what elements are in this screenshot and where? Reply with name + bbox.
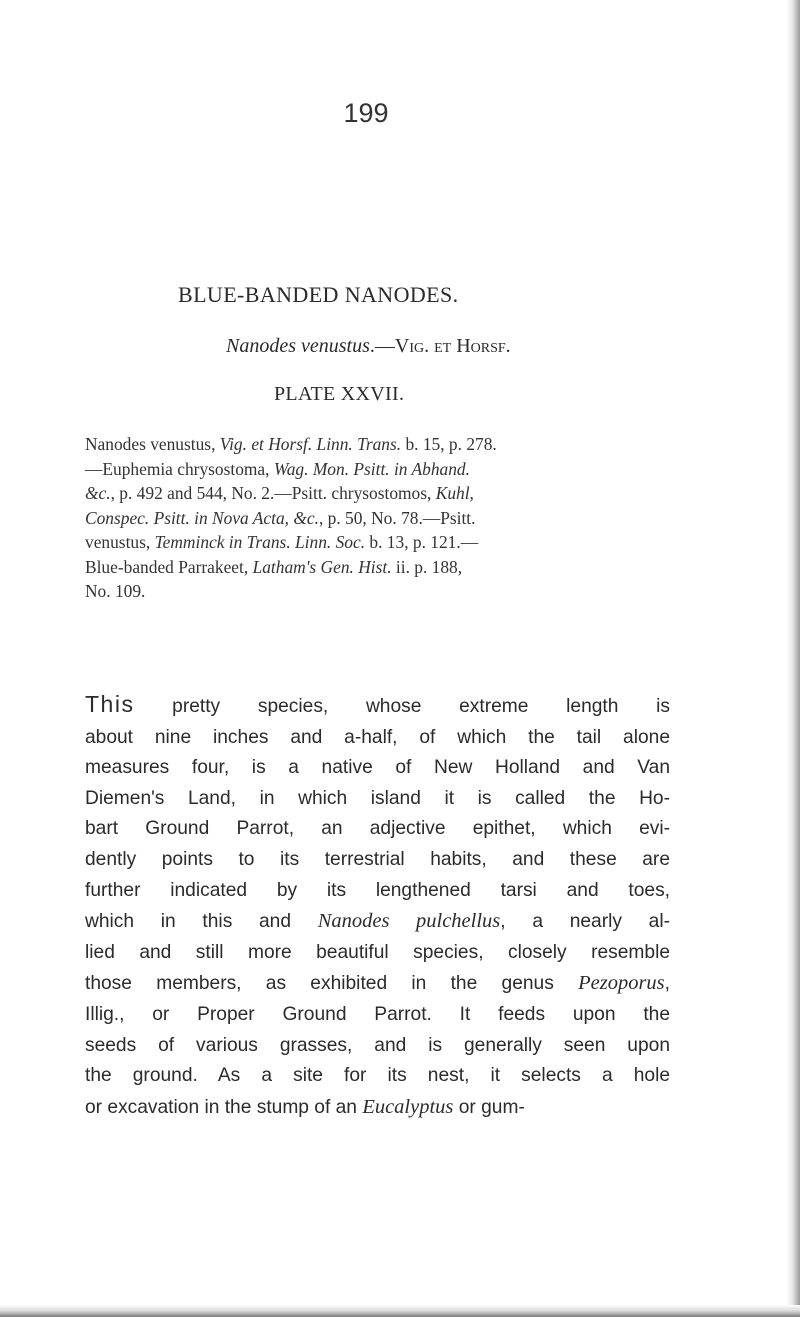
- page-bottom-shadow: [0, 1305, 800, 1317]
- text-span: dently points to its terrestrial habits, and these are: [85, 848, 670, 870]
- text-span: Blue-banded Parrakeet,: [85, 556, 253, 577]
- species-name: Nanodes venustus: [226, 335, 370, 357]
- body-line: [85, 689, 670, 723]
- body-paragraph: [85, 689, 670, 1123]
- text-span: lied and still more beautiful species, closely resemble: [85, 941, 670, 963]
- text-span: bart Ground Parrot, an adjective epithet, which evi-: [85, 818, 670, 840]
- body-line: [85, 723, 670, 754]
- body-line: [85, 845, 670, 876]
- text-span: b. 15, p. 278.: [401, 434, 497, 454]
- text-span: Illig., or Proper Ground Parrot. It feeds upon the: [85, 1003, 670, 1025]
- synonymy-line: [85, 555, 670, 580]
- text-span: No. 109.: [85, 581, 146, 601]
- text-span: Nanodes venustus,: [85, 434, 220, 454]
- page-number: 199: [343, 98, 389, 128]
- page-title: BLUE-BANDED NANODES.: [178, 282, 459, 307]
- text-span: which in this and: [85, 911, 318, 933]
- italic-text: Temminck in Trans. Linn. Soc.: [154, 532, 366, 552]
- text-span: ,: [664, 973, 670, 995]
- synonymy-line: [85, 457, 670, 482]
- text-span: measures four, is a native of New Holland and Van: [85, 757, 670, 779]
- text-span: or gum-: [453, 1096, 525, 1118]
- body-line: [85, 753, 670, 784]
- body-line: [85, 968, 670, 1000]
- text-span: b. 13, p. 121.—: [365, 532, 479, 552]
- synonymy-block: [85, 432, 670, 604]
- text-span: venustus,: [85, 532, 155, 552]
- text-span: , p. 492 and 544, No. 2.—Psitt. chrysostomos,: [110, 483, 436, 503]
- body-line: [85, 1061, 670, 1092]
- text-span: ii. p. 188,: [391, 556, 463, 577]
- body-line: [85, 906, 670, 938]
- plate-heading: PLATE XXVII.: [274, 383, 405, 405]
- italic-text: Nanodes pulchellus: [317, 910, 501, 933]
- synonymy-line: [85, 481, 670, 506]
- text-span: seeds of various grasses, and is generally seen upon: [85, 1034, 670, 1056]
- synonymy-line: [85, 432, 670, 457]
- italic-text: &c.: [85, 483, 111, 503]
- italic-text: Latham's Gen. Hist.: [252, 556, 392, 577]
- text-span: about nine inches and a-half, of which the tail alone: [85, 726, 670, 748]
- text-span: further indicated by its lengthened tarsi and toes,: [85, 879, 670, 901]
- italic-text: Vig. et Horsf. Linn. Trans.: [219, 434, 402, 454]
- body-line: [85, 814, 670, 845]
- body-line: [85, 784, 670, 815]
- text-span: Diemen's Land, in which island it is called the Ho-: [85, 787, 670, 809]
- italic-text: Wag. Mon. Psitt. in Abhand.: [273, 458, 470, 479]
- species-subtitle: [226, 335, 511, 358]
- body-line: [85, 1092, 670, 1124]
- synonymy-line: [85, 579, 670, 604]
- italic-text: Kuhl,: [435, 483, 474, 503]
- species-authors: Vig. et Horsf.: [394, 335, 511, 357]
- body-line: [85, 876, 670, 907]
- text-span: —Euphemia chrysostoma,: [85, 458, 274, 479]
- body-line: [85, 938, 670, 969]
- text-span: pretty species, whose extreme length is: [134, 696, 670, 717]
- body-line: [85, 1000, 670, 1031]
- text-span: or excavation in the stump of an: [85, 1096, 363, 1118]
- italic-text: Pezoporus: [578, 972, 665, 995]
- synonymy-line: [85, 530, 670, 555]
- subtitle-separator: .—: [369, 335, 395, 357]
- drop-cap-word: This: [85, 691, 135, 717]
- synonymy-line: [85, 506, 670, 531]
- body-line: [85, 1031, 670, 1062]
- text-span: those members, as exhibited in the genus: [85, 973, 579, 995]
- text-span: , a nearly al-: [500, 911, 671, 933]
- page-edge-shadow: [786, 0, 800, 1317]
- italic-text: Conspec. Psitt. in Nova Acta, &c.: [85, 507, 319, 528]
- text-span: the ground. As a site for its nest, it selects a hole: [85, 1065, 670, 1087]
- text-span: , p. 50, No. 78.—Psitt.: [318, 507, 476, 528]
- italic-text: Eucalyptus: [362, 1095, 454, 1118]
